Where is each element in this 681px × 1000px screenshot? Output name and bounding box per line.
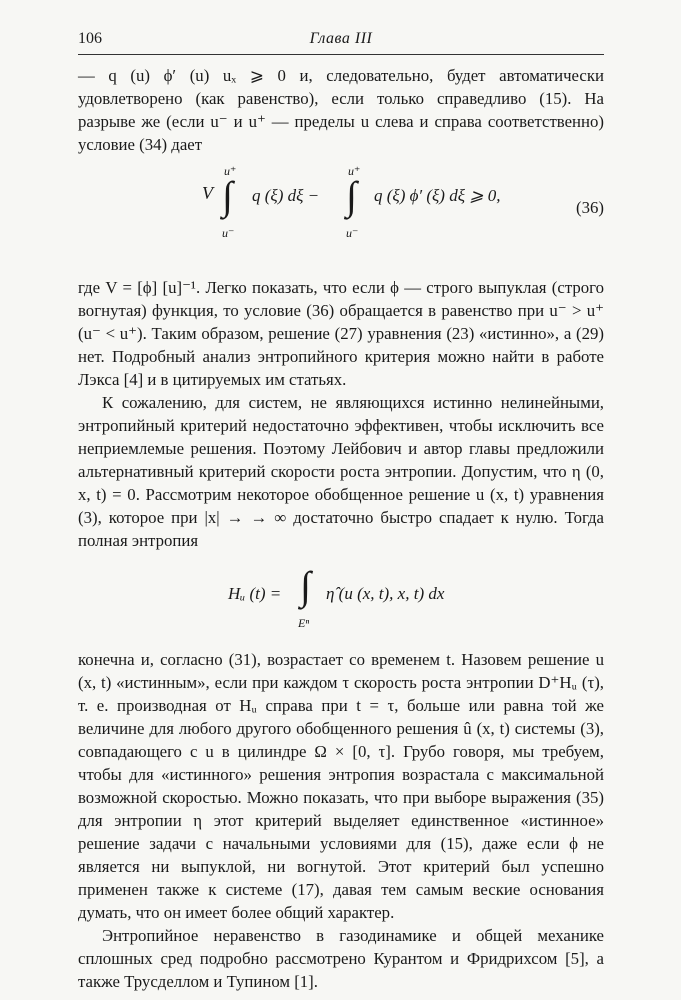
- integral-sign-2: ∫: [346, 173, 357, 218]
- equation-number: (36): [576, 198, 604, 217]
- integral-sign-3: ∫: [300, 563, 311, 608]
- eq36-term-1: q (ξ) dξ −: [252, 186, 320, 205]
- eq36-upper-2: u⁺: [348, 164, 361, 178]
- paragraph-5: Энтропийное неравенство в газодинамике и общей механике сплошных сред подробно рассмотрено Курантом и Фридрихсом [5], а также Трусделлом и Тупином [1].: [78, 926, 604, 991]
- eq36-lower-1: u⁻: [222, 226, 235, 240]
- eqH-rhs: η̂ (u (x, t), x, t) dx: [326, 584, 445, 603]
- page-header: [78, 30, 604, 54]
- running-head: Глава III: [309, 30, 373, 47]
- paragraph-1: — q (u) ϕ′ (u) uₓ ⩾ 0 и, следовательно, будет автоматически удовлетворено (как равенство), если только справедливо (15). На разрыве же (если u⁻ и u⁺ — пределы u слева и справа соответственно) условие (34) дает: [78, 66, 604, 154]
- paragraph-3: К сожалению, для систем, не являющихся истинно нелинейными, энтропийный критерий недостаточно эффективен, чтобы исключить все неприемлемые решения. Поэтому Лейбович и автор главы предложили альтернативный критерий скорости роста энтропии. Допустим, что η (0, x, t) = 0. Рассмотрим некоторое обобщенное решение u (x, t) уравнения (3), которое при |x| → → ∞ достаточно быстро спадает к нулю. Тогда полная энтропия: [78, 393, 604, 550]
- paragraph-4: конечна и, согласно (31), возрастает со временем t. Назовем решение u (x, t) «истинным», если при каждом τ скорость роста энтропии D⁺Hᵤ (τ), т. е. производная от Hᵤ справа при t = τ, больше или равна той же величине для любого другого обобщенного решения û (x, t) системы (3), совпадающего с u в цилиндре Ω × [0, τ]. Грубо говоря, мы требуем, чтобы для «истинного» решения энтропия возрастала с максимальной возможной скоростью. Можно показать, что при выборе выражения (35) для энтропии η этот критерий выделяет единственное «истинное» решение задачи с начальными условиями для (15), даже если ϕ не является ни выпуклой, ни вогнутой. Этот критерий был успешно применен также к системе (17), давая тем самым веские основания думать, что он имеет более общий характер.: [78, 650, 604, 922]
- text-body: [78, 64, 604, 993]
- eq36-term-2: q (ξ) ϕ′ (ξ) dξ ⩾ 0,: [374, 186, 501, 205]
- eq36-lead: V: [202, 183, 213, 203]
- equation-entropy: [78, 560, 604, 638]
- eq36-lower-2: u⁻: [346, 226, 359, 240]
- eqH-lower: Eⁿ: [298, 616, 310, 630]
- page-number: 106: [78, 30, 102, 47]
- paragraph-2: где V = [ϕ] [u]⁻¹. Легко показать, что если ϕ — строго выпуклая (строго вогнутая) функция, то условие (36) обращается в равенство при u⁻ > u⁺ (u⁻ < u⁺). Таким образом, решение (27) уравнения (23) «истинно», а (29) нет. Подробный анализ энтропийного критерия можно найти в работе Лэкса [4] и в цитируемых им статьях.: [78, 278, 604, 389]
- header-rule: [78, 54, 604, 55]
- integral-sign-1: ∫: [222, 173, 233, 218]
- eqH-lhs: Hᵤ (t) =: [228, 584, 282, 603]
- eq36-upper-1: u⁺: [224, 164, 237, 178]
- equation-36: [78, 160, 604, 270]
